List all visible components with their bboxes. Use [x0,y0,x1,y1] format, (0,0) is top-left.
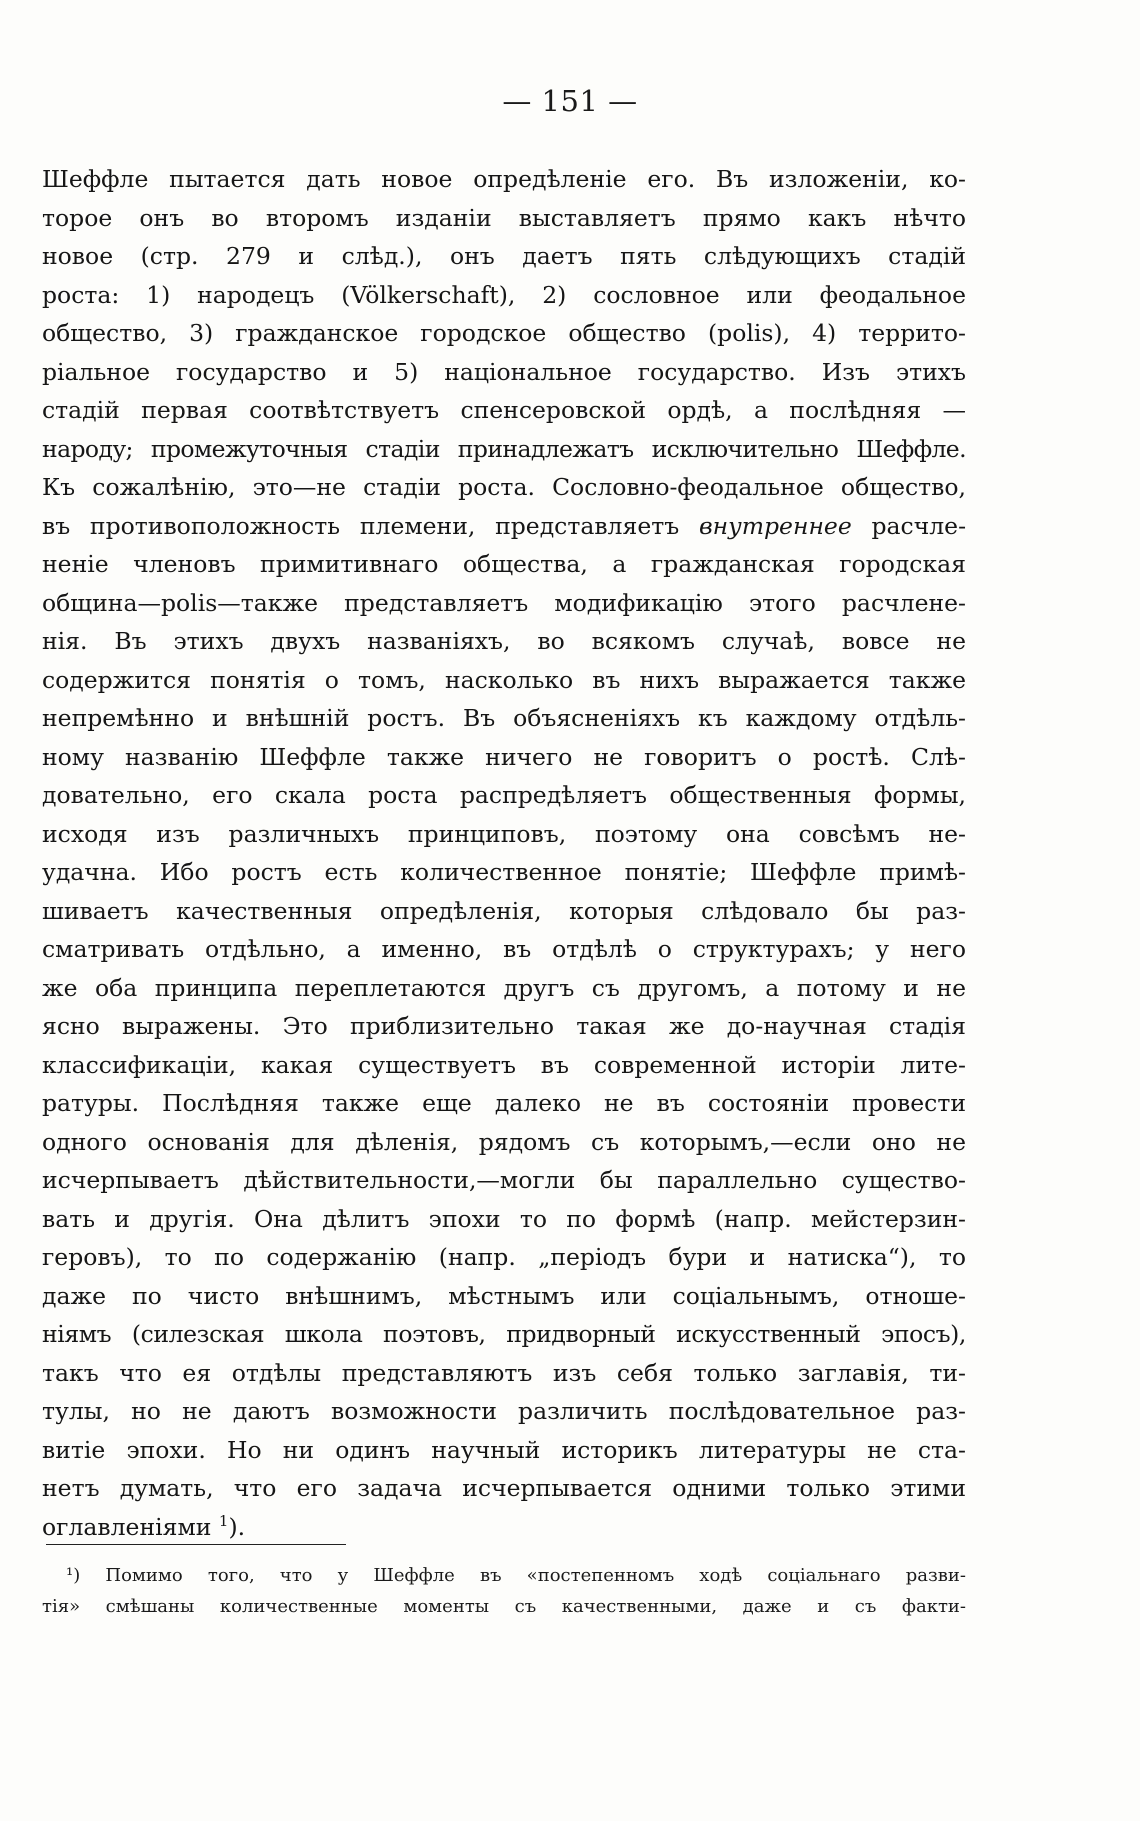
text-line: община—polis—также представляетъ модификацію этого расчлене- [42,588,966,617]
text-line: ніямъ (силезская школа поэтовъ, придворный искусственный эпосъ), [42,1320,966,1348]
emphasis-word: внутреннее [698,511,852,540]
text-line: торое онъ во второмъ изданіи выставляетъ прямо какъ нѣчто [42,203,966,232]
text-line: тулы, но не даютъ возможности различить послѣдовательное раз- [42,1397,966,1425]
text-line: общество, 3) гражданское городское общество (polis), 4) террито- [42,319,966,347]
text-line: нетъ думать, что его задача исчерпывается одними только этими [42,1474,966,1502]
text-line: въ противоположность племени, представляетъ внутреннее расчле- [42,511,967,540]
text-line: ному названію Шеффле также ничего не говоритъ о ростѣ. Слѣ- [42,742,966,771]
text-line: непремѣнно и внѣшній ростъ. Въ объясненіяхъ къ каждому отдѣль- [42,704,966,732]
footnote-line [42,1560,966,1591]
text-line-final-punctuation: ). [228,1512,246,1541]
text-line: исходя изъ различныхъ принциповъ, поэтому она совсѣмъ не- [42,819,966,848]
text-line: одного основанія для дѣленія, рядомъ съ которымъ,—если оно не [42,1127,966,1156]
text-line: ріальное государство и 5) національное государство. Изъ этихъ [42,357,966,386]
text-line: нія. Въ этихъ двухъ названіяхъ, во всякомъ случаѣ, вовсе не [42,627,966,655]
text-line: стадій первая соотвѣтствуетъ спенсеровской ордѣ, а послѣдняя — [42,396,966,424]
text-line: удачна. Ибо ростъ есть количественное понятіе; Шеффле примѣ- [42,858,966,886]
text-line-final [42,1508,966,1547]
footnote-line: тія» смѣшаны количественные моменты съ качественными, даже и съ факти- [42,1596,966,1617]
text-line: новое (стр. 279 и слѣд.), онъ даетъ пять слѣдующихъ стадій [42,242,966,270]
text-line: народу; промежуточныя стадіи принадлежатъ исключительно Шеффле. [42,434,966,463]
footnote-reference[interactable]: 1 [218,1511,229,1530]
text-line: вать и другія. Она дѣлитъ эпохи то по формѣ (напр. мейстерзин- [42,1204,966,1233]
text-line: сматривать отдѣльно, а именно, въ отдѣлѣ о структурахъ; у него [42,935,966,963]
text-line: роста: 1) народецъ (Völkerschaft), 2) сословное или феодальное [42,280,966,309]
text-line: ратуры. Послѣдняя также еще далеко не въ состояніи провести [42,1089,966,1117]
text-line: ясно выражены. Это приблизительно такая же до-научная стадія [42,1012,966,1040]
text-line: даже по чисто внѣшнимъ, мѣстнымъ или соціальнымъ, отноше- [42,1281,966,1310]
text-line: содержится понятія о томъ, насколько въ нихъ выражается также [42,665,966,694]
text-line: же оба принципа переплетаются другъ съ другомъ, а потому и не [42,973,966,1002]
page-number: — 151 — [502,84,638,118]
text-line-final-words: оглавленіями [42,1512,212,1541]
text-line: Шеффле пытается дать новое опредѣленіе его. Въ изложеніи, ко- [42,165,966,193]
text-line: исчерпываетъ дѣйствительности,—могли бы параллельно существо- [42,1166,966,1194]
text-line: довательно, его скала роста распредѣляетъ общественныя формы, [42,781,966,809]
footnote-divider [46,1544,346,1545]
text-line: неніе членовъ примитивнаго общества, а гражданская городская [42,550,966,578]
body-text [42,160,966,1546]
footnote-block [42,1560,966,1622]
text-line: геровъ), то по содержанію (напр. „періодъ бури и натиска“), то [42,1243,966,1271]
footnote-line-text: ¹) Помимо того, что у Шеффле въ «постепенномъ ходѣ соціальнаго разви- [66,1565,966,1586]
text-line: такъ что ея отдѣлы представляютъ изъ себя только заглавія, ти- [42,1358,966,1387]
text-line: шиваетъ качественныя опредѣленія, которыя слѣдовало бы раз- [42,896,966,925]
text-line: Къ сожалѣнію, это—не стадіи роста. Сословно-феодальное общество, [42,473,966,501]
text-line: витіе эпохи. Но ни одинъ научный историкъ литературы не ста- [42,1435,966,1464]
text-line: классификаціи, какая существуетъ въ современной исторіи лите- [42,1050,966,1079]
